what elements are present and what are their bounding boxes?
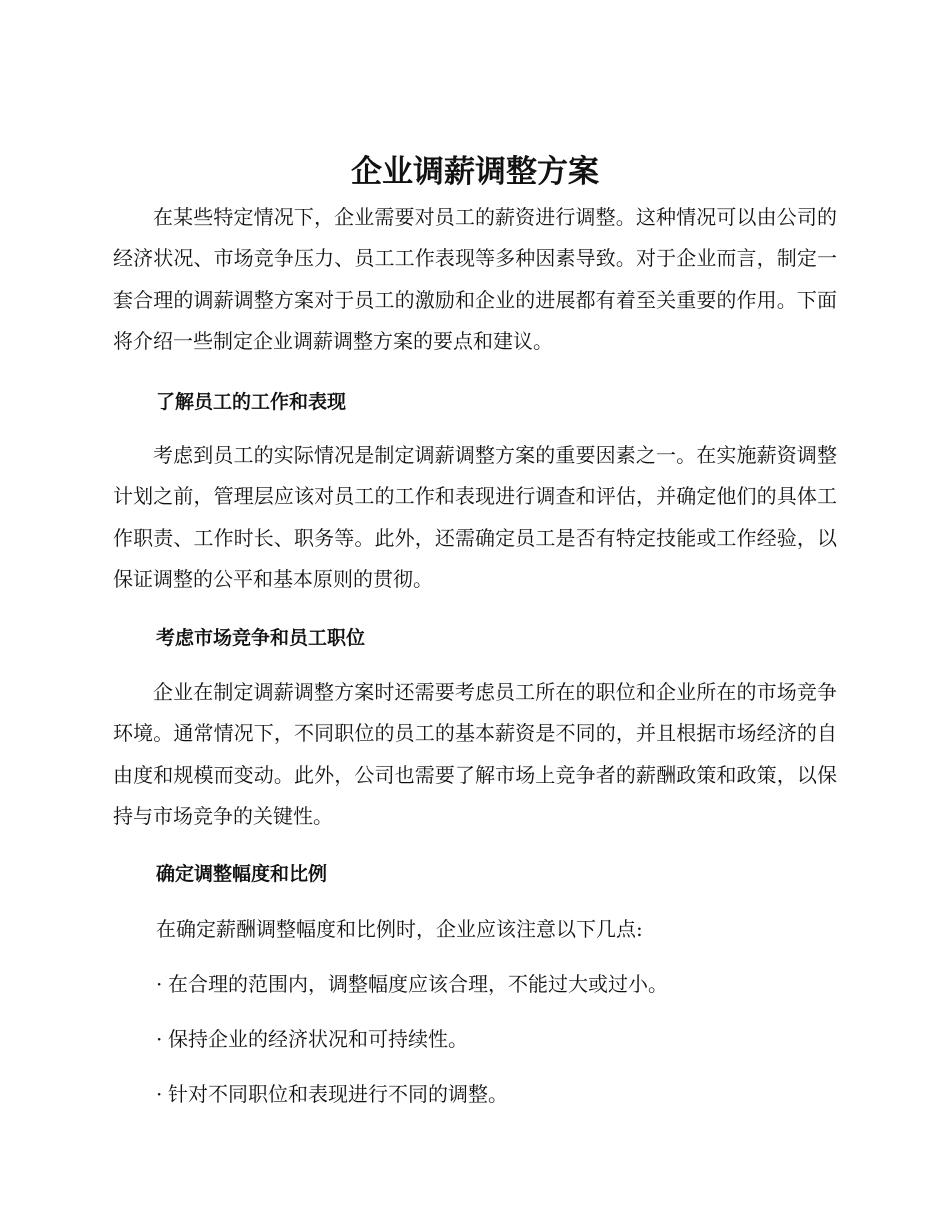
bullet-symbol: · <box>156 1027 163 1051</box>
list-item-text: 保持企业的经济状况和可持续性。 <box>168 1027 468 1051</box>
list-item-text: 在合理的范围内，调整幅度应该合理，不能过大或过小。 <box>168 972 668 996</box>
bullet-symbol: · <box>156 1082 163 1106</box>
section-heading-3: 确定调整幅度和比例 <box>156 863 328 885</box>
intro-paragraph: 在某些特定情况下，企业需要对员工的薪资进行调整。这种情况可以由公司的经济状况、市场竞争压力、员工工作表现等多种因素导致。对于企业而言，制定一套合理的调薪调整方案对于员工的激励和企业的进展都有着至关重要的作用。下面将介绍一些制定企业调薪调整方案的要点和建议。 <box>113 205 837 353</box>
section-heading-1: 了解员工的工作和表现 <box>156 391 347 413</box>
bullet-symbol: · <box>156 972 163 996</box>
section-body-2: 企业在制定调薪调整方案时还需要考虑员工所在的职位和企业所在的市场竞争环境。通常情况下，不同职位的员工的基本薪资是不同的，并且根据市场经济的自由度和规模而变动。此外，公司也需要了解市场上竞争者的薪酬政策和政策，以保持与市场竞争的关键性。 <box>113 680 837 828</box>
document-page <box>113 0 837 1230</box>
list-item <box>156 1024 468 1054</box>
list-item-text: 针对不同职位和表现进行不同的调整。 <box>168 1082 508 1106</box>
section-heading-2: 考虑市场竞争和员工职位 <box>156 627 366 649</box>
list-item <box>156 969 668 999</box>
section-lead-3: 在确定薪酬调整幅度和比例时，企业应该注意以下几点: <box>156 917 643 941</box>
section-body-1: 考虑到员工的实际情况是制定调薪调整方案的重要因素之一。在实施薪资调整计划之前，管理层应该对员工的工作和表现进行调查和评估，并确定他们的具体工作职责、工作时长、职务等。此外，还需确定员工是否有特定技能或工作经验，以保证调整的公平和基本原则的贯彻。 <box>113 443 837 591</box>
page-title: 企业调薪调整方案 <box>351 154 599 190</box>
list-item <box>156 1079 508 1109</box>
